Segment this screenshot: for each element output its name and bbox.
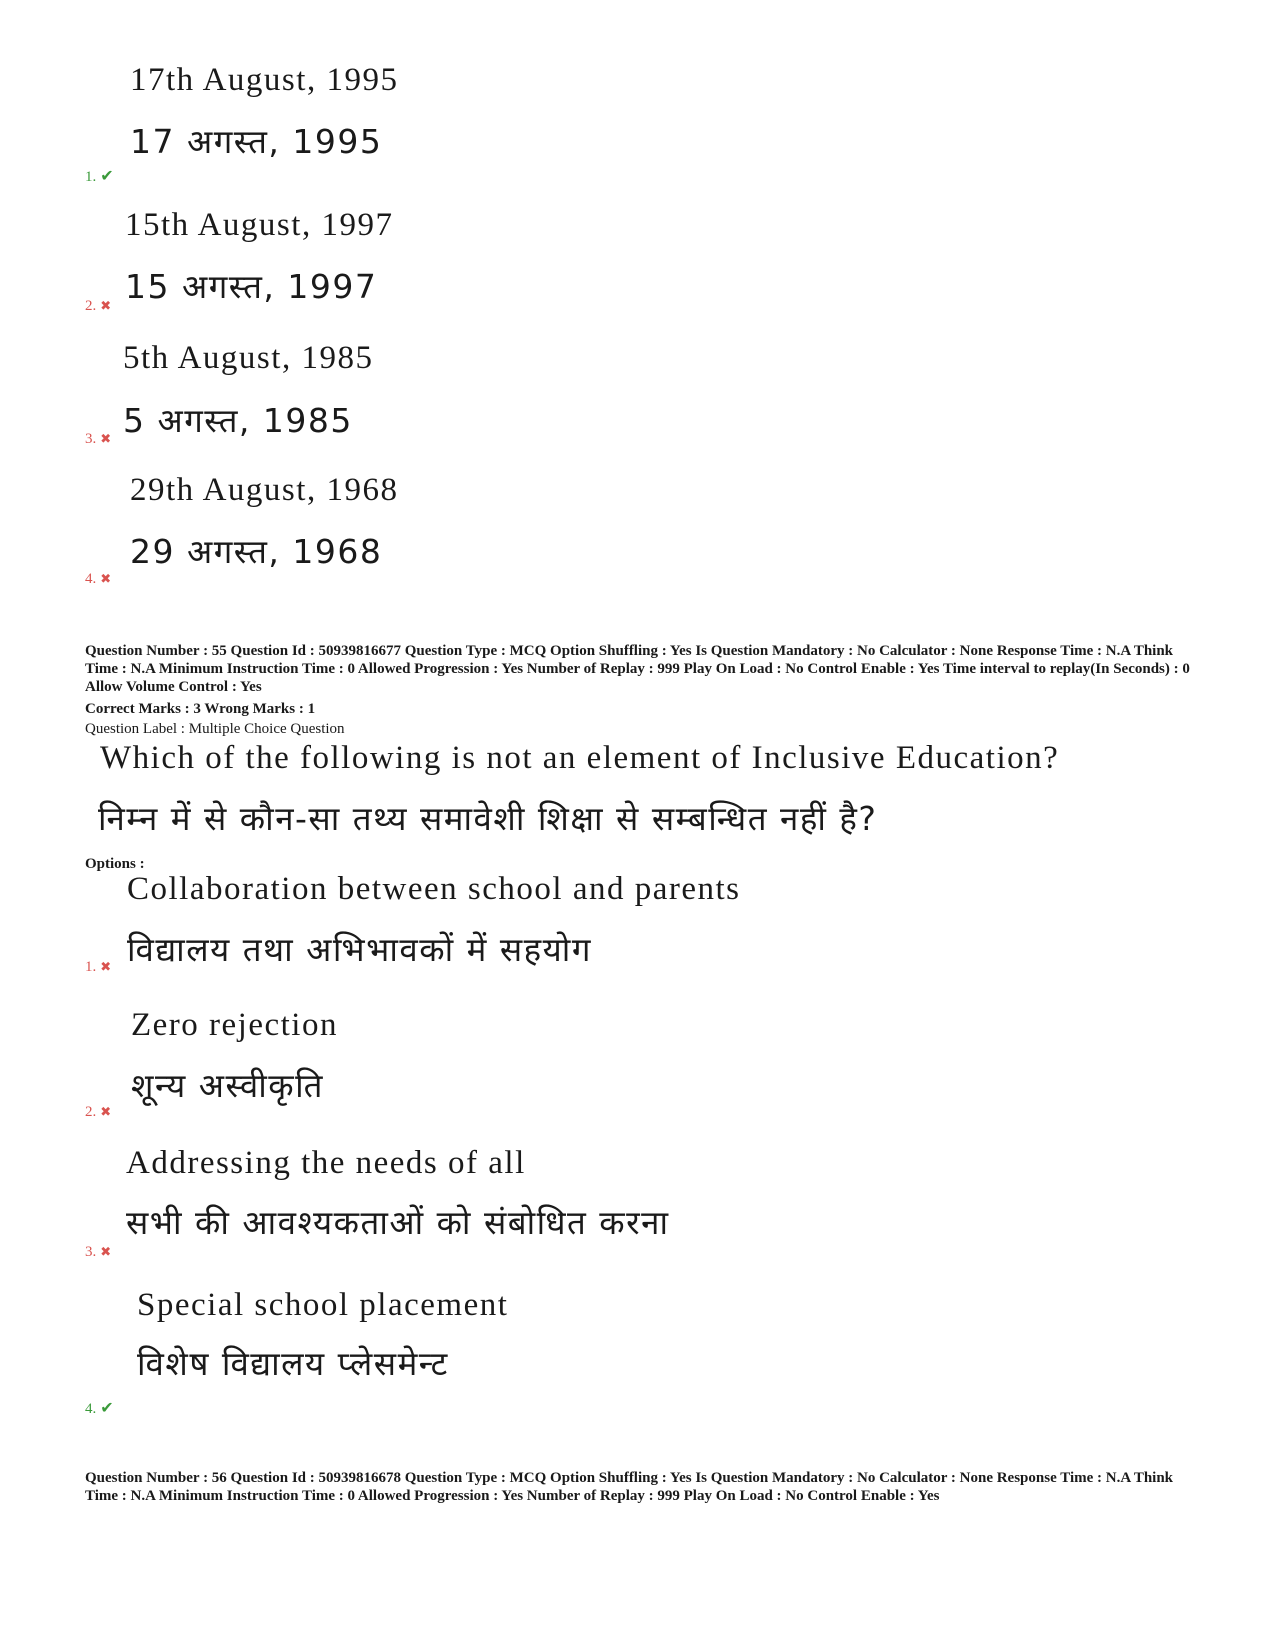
q55-option-1-marker	[85, 959, 111, 976]
question-55-text-hi: निम्न में से कौन-सा तथ्य समावेशी शिक्षा से सम्बन्धित नहीं है?	[98, 799, 878, 838]
cross-icon: ✖	[100, 959, 112, 974]
cross-icon: ✖	[100, 571, 112, 586]
prev-option-2-marker	[85, 298, 111, 315]
question-55-text-en: Which of the following is not an element of Inclusive Education?	[100, 740, 1060, 776]
prev-option-4-hi: 29 अगस्त, 1968	[130, 532, 383, 571]
check-icon: ✔	[100, 168, 114, 185]
prev-option-3-en: 5th August, 1985	[123, 340, 374, 376]
q55-option-1-hi: विद्यालय तथा अभिभावकों में सहयोग	[127, 930, 592, 969]
cross-icon: ✖	[100, 431, 112, 446]
question-55-marks: Correct Marks : 3 Wrong Marks : 1	[85, 701, 316, 717]
prev-option-3-hi: 5 अगस्त, 1985	[123, 401, 353, 440]
question-55-meta: Question Number : 55 Question Id : 50939816677 Question Type : MCQ Option Shuffling : Yes Is Question Mandatory : No Calculator : None Response Time : N.A Think Time : N.A Minimum Instruction Time : 0 Allowed Progression : Yes Number of Replay : 999 Play On Load : No Control Enable : Yes Time interval to replay(In Seconds) : 0 Allow Volume Control : Yes	[85, 643, 1190, 695]
prev-option-2-hi: 15 अगस्त, 1997	[125, 267, 378, 306]
option-number: 1.	[85, 169, 97, 185]
option-number: 2.	[85, 1104, 97, 1120]
option-number: 1.	[85, 959, 97, 975]
q55-option-3-en: Addressing the needs of all	[126, 1145, 526, 1181]
prev-option-2-en: 15th August, 1997	[125, 207, 394, 243]
cross-icon: ✖	[100, 1104, 112, 1119]
prev-option-3-marker	[85, 431, 111, 448]
cross-icon: ✖	[100, 1244, 112, 1259]
q55-option-2-hi: शून्य अस्वीकृति	[131, 1066, 324, 1105]
option-number: 4.	[85, 1401, 97, 1417]
q55-option-2-marker	[85, 1104, 111, 1121]
q55-option-4-marker	[85, 1398, 114, 1418]
q55-option-4-hi: विशेष विद्यालय प्लेसमेन्ट	[137, 1344, 449, 1383]
option-number: 4.	[85, 571, 97, 587]
prev-option-1-marker	[85, 166, 114, 186]
option-number: 3.	[85, 431, 97, 447]
prev-option-4-marker	[85, 571, 111, 588]
cross-icon: ✖	[100, 298, 112, 313]
prev-option-4-en: 29th August, 1968	[130, 472, 399, 508]
question-55-label: Question Label : Multiple Choice Question	[85, 721, 345, 737]
option-number: 3.	[85, 1244, 97, 1260]
check-icon: ✔	[100, 1400, 114, 1417]
options-label: Options :	[85, 856, 145, 872]
q55-option-2-en: Zero rejection	[131, 1007, 338, 1043]
prev-option-1-en: 17th August, 1995	[130, 62, 399, 98]
prev-option-1-hi: 17 अगस्त, 1995	[130, 122, 383, 161]
q55-option-3-hi: सभी की आवश्यकताओं को संबोधित करना	[126, 1203, 670, 1242]
q55-option-1-en: Collaboration between school and parents	[127, 871, 741, 907]
option-number: 2.	[85, 298, 97, 314]
q55-option-3-marker	[85, 1244, 111, 1261]
question-56-meta: Question Number : 56 Question Id : 50939816678 Question Type : MCQ Option Shuffling : Yes Is Question Mandatory : No Calculator : None Response Time : N.A Think Time : N.A Minimum Instruction Time : 0 Allowed Progression : Yes Number of Replay : 999 Play On Load : No Control Enable : Yes	[85, 1470, 1174, 1504]
q55-option-4-en: Special school placement	[137, 1287, 509, 1323]
